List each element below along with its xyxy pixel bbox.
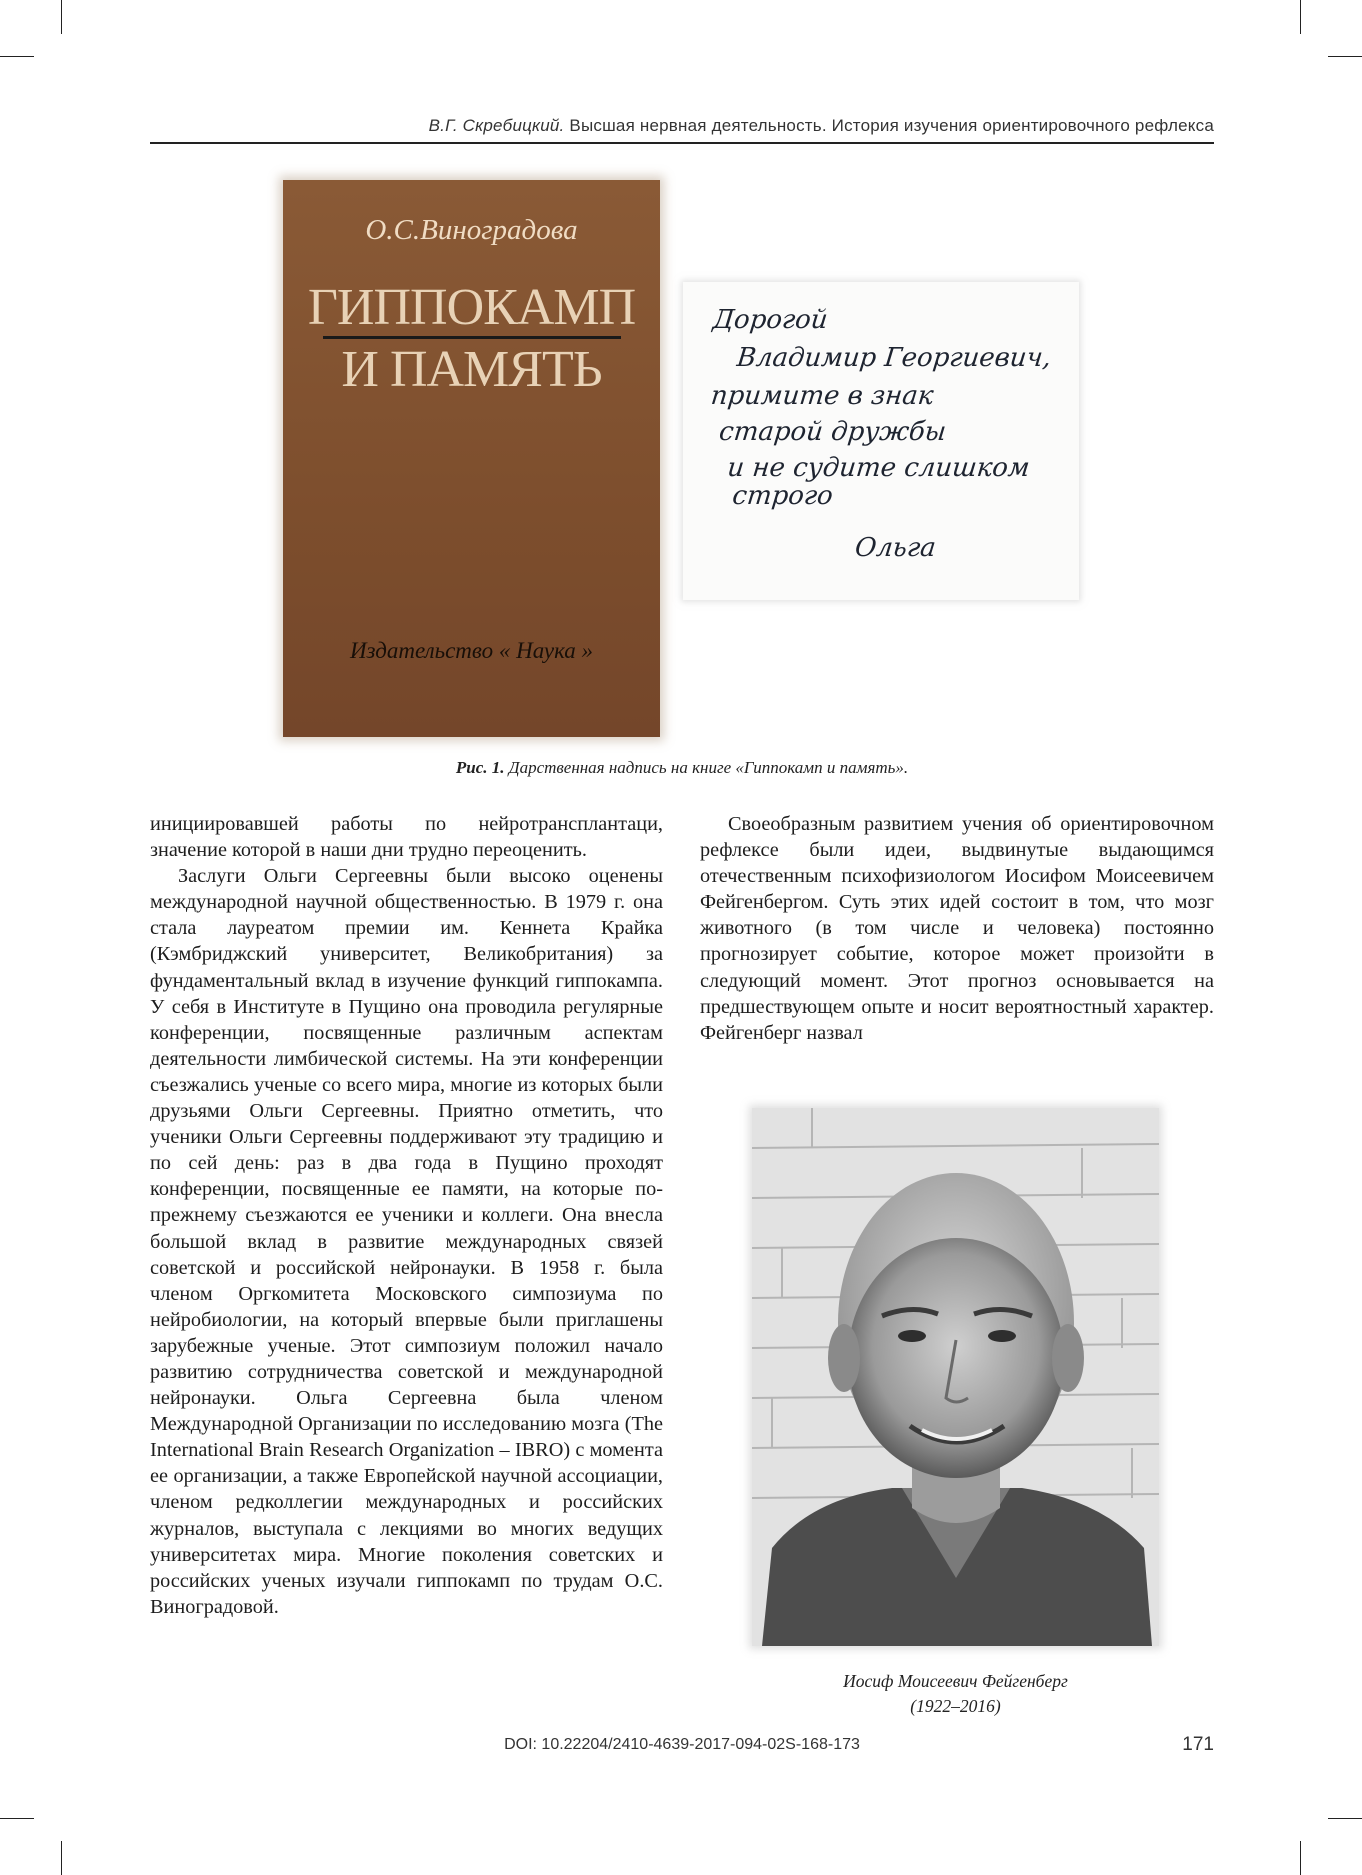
figure2-caption (752, 1669, 1159, 1719)
figure1-caption-text: Дарственная надпись на книге «Гиппокамп и память». (508, 758, 909, 777)
portrait-illustration (752, 1108, 1159, 1646)
inscription-image (683, 282, 1079, 600)
figure2-caption-name: Иосиф Моисеевич Фейгенберг (843, 1671, 1068, 1691)
crop-mark (1300, 1841, 1301, 1875)
figure1-caption (150, 758, 1214, 778)
paragraph: Своеобразным развитием учения об ориентировочном рефлексе были идеи, выдвинутые выдающимся отечественным психофизиологом Иосифом Моисеевичем Фейгенбергом. Суть этих идей состоит в том, что мозг животного (в том числе и человека) постоянно прогнозирует событие, которое может произойти в следующий момент. Этот прогноз основывается на предшествующем опыте и носит вероятностный характер. Фейгенберг назвал (700, 813, 1214, 1044)
footer-doi: DOI: 10.22204/2410-4639-2017-094-02S-168-173 (504, 1736, 860, 1753)
book-cover-title-line2: И ПАМЯТЬ (341, 341, 602, 398)
crop-mark (0, 1818, 34, 1819)
running-header (150, 116, 1214, 136)
inscription-signature: Ольга (853, 533, 938, 563)
inscription-line: Владимир Георгиевич, (735, 343, 1053, 373)
crop-mark (0, 56, 34, 57)
crop-mark (1328, 1818, 1362, 1819)
header-author: В.Г. Скребицкий. (428, 116, 565, 135)
inscription-handwriting (683, 282, 1079, 600)
inscription-line: строго (730, 481, 835, 511)
inscription-line: Дорогой (711, 305, 830, 335)
book-cover-title-line1: ГИППОКАМП (307, 279, 636, 336)
inscription-line: старой дружбы (717, 417, 948, 447)
book-cover-image (283, 180, 660, 737)
crop-mark (1328, 56, 1362, 57)
crop-mark (1300, 0, 1301, 34)
book-cover-rule (323, 336, 621, 339)
right-text-column (700, 811, 1214, 1046)
paragraph: Заслуги Ольги Сергеевны были высоко оценены международной научной общественностью. В 1979 г. она стала лауреатом премии им. Кеннета Крайка (Кэмбриджский университет, Великобритания) за фундаментальный вклад в изучение функций гиппокампа. У себя в Институте в Пущино она проводила регулярные конференции, посвященные различным аспектам деятельности лимбической системы. На эти конференции съезжались ученые со всего мира, многие из которых были друзьями Ольги Сергеевны. Приятно отметить, что ученики Ольги Сергеевны поддерживают эту традицию и по сей день: раз в два года в Пущино проходят конференции, посвященные ее памяти, на которые по-прежнему съезжаются ее ученики и коллеги. Она внесла большой вклад в развитие международных связей советской и российской нейронауки. В 1958 г. была членом Оргкомитета Московского симпозиума по нейробиологии, на который впервые были приглашены зарубежные ученые. Этот симпозиум положил начало развитию сотрудничества советской и международной нейронауки. Ольга Сергеевна была членом Международной Организации по исследованию мозга (The International Brain Research Organization – IBRO) с момента ее организации, а также Европейской научной ассоциации, членом редколлегии международных и российских журналов, выступала с лекциями во многих ведущих университетах мира. Многие поколения советских и российских ученых изучали гиппокамп по трудам О.С. Виноградовой. (150, 865, 663, 1618)
crop-mark (61, 1841, 62, 1875)
figure2-caption-dates: (1922–2016) (910, 1696, 1001, 1716)
book-cover-author: О.С.Виноградова (365, 214, 578, 246)
figure1-caption-label: Рис. 1. (455, 758, 505, 777)
inscription-line: примите в знак (709, 381, 935, 411)
crop-mark (61, 0, 62, 34)
book-cover-publisher: Издательство « Наука » (349, 638, 594, 663)
header-divider (150, 142, 1214, 144)
paragraph: инициировавшей работы по нейротрансплантаци, значение которой в наши дни трудно переоценить. (150, 813, 663, 862)
left-text-column (150, 811, 663, 1620)
portrait-photo (752, 1108, 1159, 1646)
inscription-line: и не судите слишком (725, 453, 1032, 483)
page-number: 171 (1182, 1734, 1214, 1755)
header-title: Высшая нервная деятельность. История изучения ориентировочного рефлекса (569, 116, 1214, 135)
